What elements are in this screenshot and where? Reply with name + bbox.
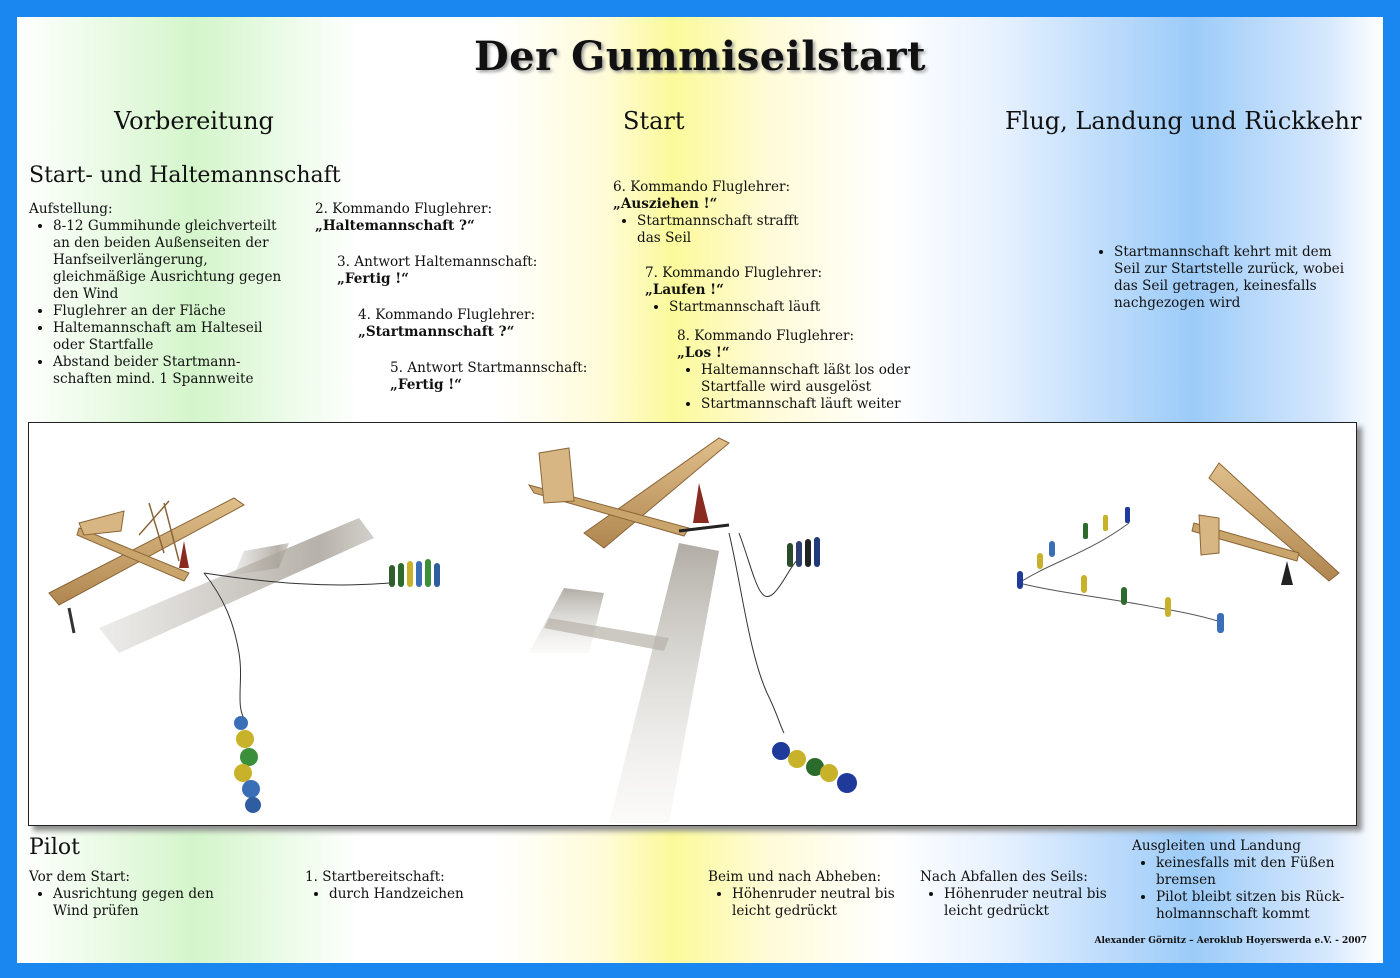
list-item: • Haltemannschaft am Halteseil oder Startfalle — [53, 320, 291, 354]
scene-preparation — [49, 498, 440, 813]
section-heading-start: Start — [623, 107, 685, 135]
crew-figure — [242, 780, 260, 798]
section-heading-flug: Flug, Landung und Rückkehr — [1005, 107, 1362, 135]
command-6 — [613, 179, 813, 247]
crew-figure — [416, 561, 422, 587]
pilot-landung — [1132, 838, 1362, 923]
crew-figure — [788, 750, 806, 768]
command-label: 8. Kommando Fluglehrer: — [677, 328, 855, 344]
glider-shadow — [529, 588, 604, 653]
start-crew — [234, 716, 261, 813]
list-item: • Startmannschaft strafft das Seil — [637, 213, 813, 247]
command-label: 6. Kommando Fluglehrer: — [613, 179, 791, 195]
command-call: „Ausziehen !“ — [613, 196, 718, 212]
crew-figure — [236, 730, 254, 748]
pilot-label: Ausgleiten und Landung — [1132, 838, 1301, 854]
launch-illustration — [28, 422, 1357, 826]
aufstellung-list — [29, 218, 291, 388]
crew-figure — [240, 748, 258, 766]
crew-figure — [425, 559, 431, 587]
command-list — [613, 213, 813, 247]
list-item: • Höhenruder neutral bis leicht gedrückt — [732, 886, 908, 920]
section-heading-vorbereitung: Vorbereitung — [114, 107, 274, 135]
list-item: • Höhenruder neutral bis leicht gedrückt — [944, 886, 1120, 920]
page-title: Der Gummiseilstart — [473, 33, 927, 80]
crew-figure — [1081, 575, 1087, 593]
crew-figure — [1165, 597, 1171, 617]
crew-figure — [245, 797, 261, 813]
crew-heading: Start- und Haltemannschaft — [29, 163, 341, 188]
crew-figure — [1217, 613, 1224, 633]
pilot-label: Vor dem Start: — [29, 869, 130, 885]
crew-figure — [805, 539, 811, 567]
list-item: • 8-12 Gummihunde gleichverteilt an den beiden Außenseiten der Hanfseilverlängerung, gleichmäßige Ausrichtung gegen den Wind — [53, 218, 291, 303]
pilot-figure — [1281, 561, 1293, 585]
pilot-before-start — [29, 869, 229, 920]
command-label: 4. Kommando Fluglehrer: — [358, 307, 536, 323]
command-label: 5. Antwort Startmannschaft: — [390, 360, 588, 376]
pilot-list — [305, 886, 505, 903]
list-item: • Startmannschaft läuft — [669, 299, 865, 316]
hold-crew — [787, 537, 820, 567]
command-call: „Laufen !“ — [645, 282, 724, 298]
pilot-list — [708, 886, 908, 920]
pilot-heading: Pilot — [29, 835, 80, 860]
command-list — [677, 362, 917, 413]
command-7 — [645, 265, 865, 316]
crew-figure — [398, 563, 404, 587]
list-item: • Haltemannschaft läßt los oder Startfalle wird ausgelöst — [701, 362, 917, 396]
command-label: 3. Antwort Haltemannschaft: — [337, 254, 538, 270]
scene-flight — [1017, 463, 1339, 633]
command-5 — [390, 360, 587, 394]
crew-figure — [1049, 541, 1055, 557]
return-block — [1090, 244, 1350, 312]
pilot-label: Nach Abfallen des Seils: — [920, 869, 1088, 885]
crew-figure — [1121, 587, 1127, 605]
command-label: 2. Kommando Fluglehrer: — [315, 201, 493, 217]
pilot-label: 1. Startbereitschaft: — [305, 869, 445, 885]
glider-wing — [1209, 463, 1339, 581]
bungee-rope — [729, 533, 784, 733]
crew-figure — [1017, 571, 1023, 589]
list-item: • keinesfalls mit den Füßen bremsen — [1156, 855, 1362, 889]
crew-figure — [772, 742, 790, 760]
crew-figure — [787, 543, 793, 567]
command-call: „Startmannschaft ?“ — [358, 324, 515, 340]
scene-launch — [529, 438, 857, 823]
pilot-figure — [693, 483, 709, 523]
return-list — [1090, 244, 1350, 312]
list-item: • Abstand beider Startmann-schaften mind. 1 Spannweite — [53, 354, 291, 388]
crew-figure — [1125, 507, 1130, 523]
crew-figure — [1037, 553, 1043, 569]
start-crew — [772, 742, 857, 793]
pilot-list — [29, 886, 229, 920]
glider-tail — [79, 511, 124, 535]
aufstellung-label: Aufstellung: — [29, 201, 113, 217]
returning-rope — [1019, 523, 1224, 623]
command-4 — [358, 307, 535, 341]
glider-shadow — [609, 543, 719, 823]
pilot-list — [920, 886, 1120, 920]
crew-figure — [389, 565, 395, 587]
command-label: 7. Kommando Fluglehrer: — [645, 265, 823, 281]
list-item: • Ausrichtung gegen den Wind prüfen — [53, 886, 229, 920]
crew-figure — [234, 716, 248, 730]
glider-tail — [539, 448, 574, 503]
crew-figure — [234, 764, 252, 782]
crew-figure — [1083, 523, 1088, 539]
crew-figure — [837, 773, 857, 793]
pilot-abheben — [708, 869, 908, 920]
command-list — [645, 299, 865, 316]
crew-figure — [1103, 515, 1108, 531]
glider-wing — [584, 438, 729, 548]
glider-shadow — [99, 518, 374, 653]
list-item: • Fluglehrer an der Fläche — [53, 303, 291, 320]
list-item: • Startmannschaft kehrt mit dem Seil zur Startstelle zurück, wobei das Seil getragen, keinesfalls nachgezogen wird — [1114, 244, 1350, 312]
crew-figure — [796, 541, 802, 567]
pilot-abfallen — [920, 869, 1120, 920]
wing-holder-figure — [69, 608, 74, 633]
pilot-figure — [179, 541, 189, 568]
command-call: „Fertig !“ — [390, 377, 463, 393]
command-2 — [315, 201, 492, 235]
pilot-startbereitschaft — [305, 869, 505, 903]
hold-crew — [389, 559, 440, 587]
crew-figure — [814, 537, 820, 567]
command-call: „Haltemannschaft ?“ — [315, 218, 475, 234]
pilot-label: Beim und nach Abheben: — [708, 869, 882, 885]
list-item: • durch Handzeichen — [329, 886, 505, 903]
command-call: „Fertig !“ — [337, 271, 410, 287]
glider-tail — [1199, 515, 1219, 555]
crew-figure — [407, 561, 413, 587]
credit-line: Alexander Görnitz – Aeroklub Hoyerswerda e.V. - 2007 — [1094, 936, 1367, 946]
launch-scene — [29, 423, 1356, 825]
list-item: • Pilot bleibt sitzen bis Rück-holmannschaft kommt — [1156, 889, 1362, 923]
command-8 — [677, 328, 917, 413]
pilot-list — [1132, 855, 1362, 923]
list-item: • Startmannschaft läuft weiter — [701, 396, 917, 413]
command-3 — [337, 254, 537, 288]
crew-figure — [434, 563, 440, 587]
command-call: „Los !“ — [677, 345, 730, 361]
crew-figure — [820, 764, 838, 782]
aufstellung-block — [29, 201, 291, 388]
poster — [17, 17, 1383, 963]
